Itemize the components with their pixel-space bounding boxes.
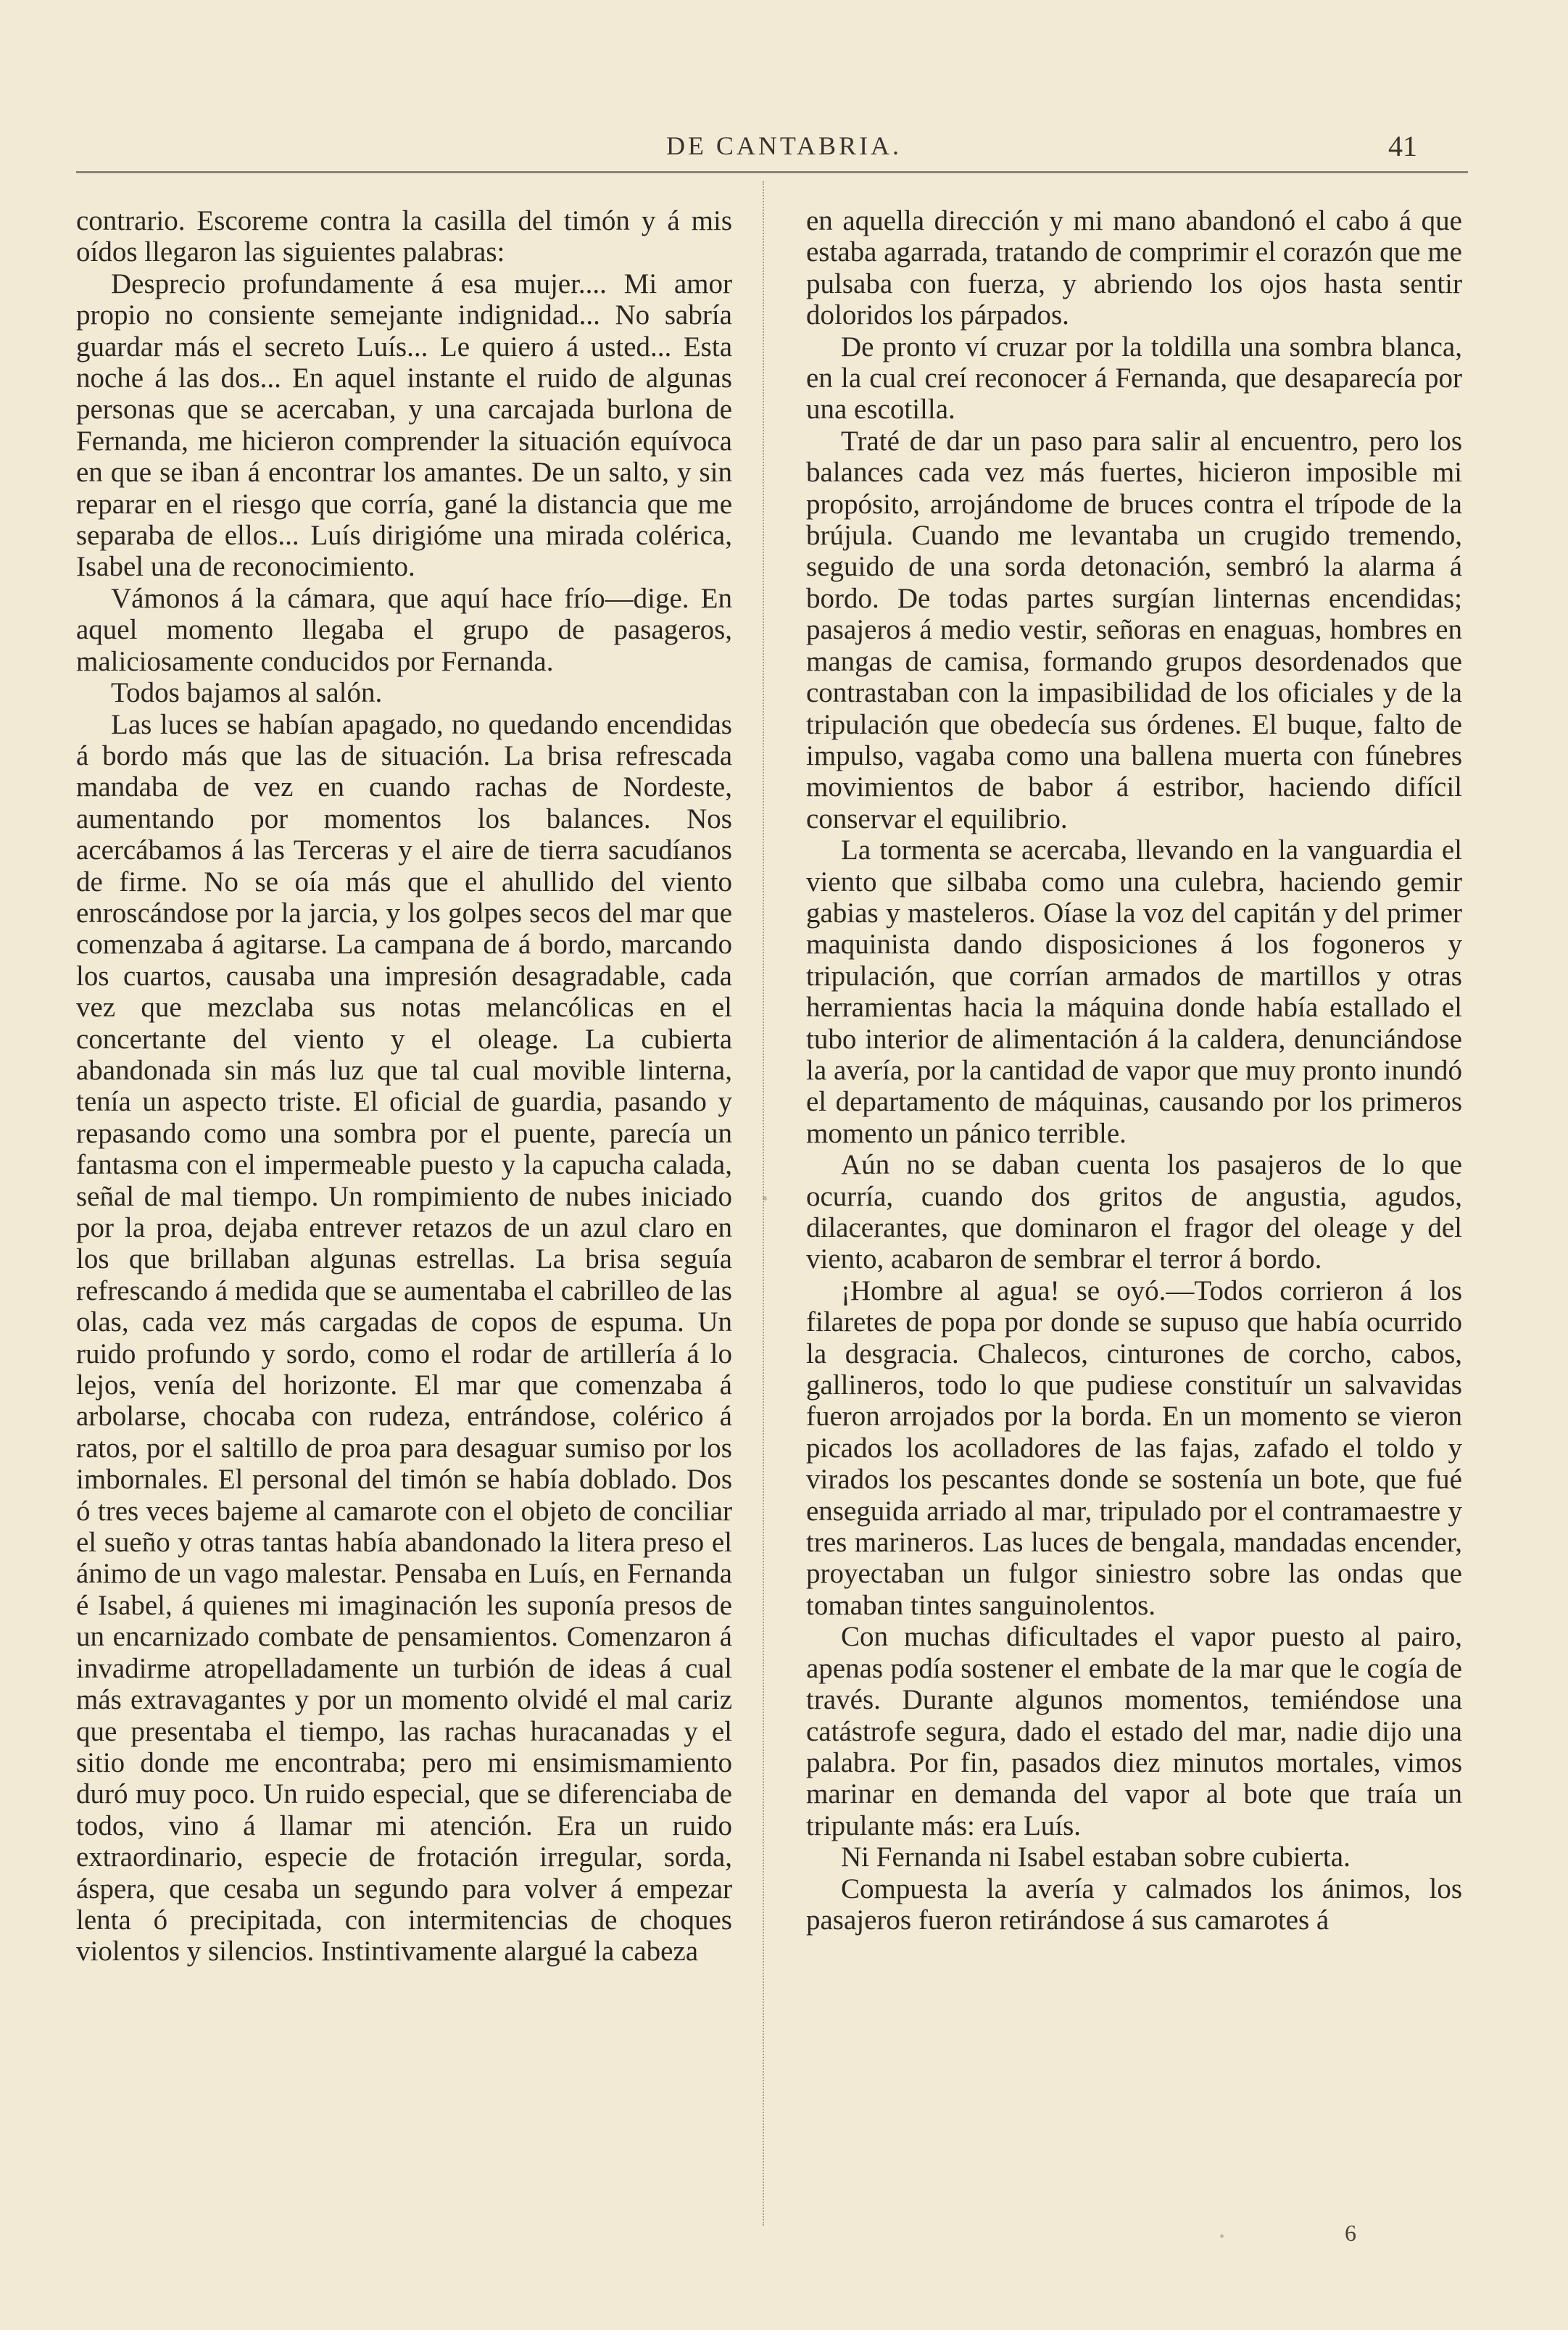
paragraph: De pronto ví cruzar por la toldilla una sombra blanca, en la cual creí reconocer á Fernanda, que desaparecía por una escotilla. <box>806 331 1462 426</box>
signature-mark: 6 <box>1345 2220 1356 2246</box>
paragraph: Todos bajamos al salón. <box>111 677 383 709</box>
left-column <box>76 205 732 1968</box>
paragraph: contrario. Escoreme contra la casilla del timón y á mis oídos llegaron las siguientes palabras: <box>76 205 732 268</box>
page-number: 41 <box>1388 130 1417 162</box>
paragraph: La tormenta se acercaba, llevando en la vanguardia el viento que silbaba como una culebra, haciendo gemir gabias y masteleros. Oíase la voz del capitán y del primer maquinista dando disposiciones á los fogoneros y tripulación, que corrían armados de martillos y otras herramientas hacia la máquina donde había estallado el tubo interior de alimentación á la caldera, denunciándose la avería, por la cantidad de vapor que muy pronto inundó el departamento de máquinas, causando por los primeros momento un pánico terrible. <box>806 834 1462 1149</box>
paragraph: Aún no se daban cuenta los pasajeros de lo que ocurría, cuando dos gritos de angustia, agudos, dilacerantes, que dominaron el fragor del oleage y del viento, acabaron de sembrar el terror á bordo. <box>806 1149 1462 1275</box>
paragraph: Compuesta la avería y calmados los ánimos, los pasajeros fueron retirándose á sus camarotes á <box>806 1873 1462 1936</box>
paragraph: Desprecio profundamente á esa mujer.... Mi amor propio no consiente semejante indignidad... No sabría guardar más el secreto Luís... Le quiero á usted... Esta noche á las dos... En aquel instante el ruido de algunas personas que se acercaban, y una carcajada burlona de Fernanda, me hicieron comprender la situación equívoca en que se iban á encontrar los amantes. De un salto, y sin reparar en el riesgo que corría, gané la distancia que me separaba de ellos... Luís dirigióme una mirada colérica, Isabel una de reconocimiento. <box>76 268 732 583</box>
paragraph: Vámonos á la cámara, que aquí hace frío—dige. En aquel momento llegaba el grupo de pasageros, maliciosamente conducidos por Fernanda. <box>76 582 732 677</box>
paragraph: Traté de dar un paso para salir al encuentro, pero los balances cada vez más fuertes, hicieron imposible mi propósito, arrojándome de bruces contra el trípode de la brújula. Cuando me levantaba un crugido tremendo, seguido de una sorda detonación, sembró la alarma á bordo. De todas partes surgían linternas encendidas; pasajeros á medio vestir, señoras en enaguas, hombres en mangas de camisa, formando grupos desordenados que contrastaban con la impasibilidad de los oficiales y de la tripulación que obedecía sus órdenes. El buque, falto de impulso, vagaba como una ballena muerta con fúnebres movimientos de babor á estribor, haciendo difícil conservar el equilibrio. <box>806 425 1462 834</box>
right-column <box>806 205 1462 1936</box>
paragraph: Ni Fernanda ni Isabel estaban sobre cubierta. <box>841 1841 1351 1873</box>
column-divider <box>763 181 764 2226</box>
header-rule <box>76 171 1468 173</box>
paragraph: Con muchas dificultades el vapor puesto al pairo, apenas podía sostener el embate de la mar que le cogía de través. Durante algunos momentos, temiéndose una catástrofe segura, dado el estado del mar, nadie dijo una palabra. Por fin, pasados diez minutos mortales, vimos marinar en demanda del vapor al bote que traía un tripulante más: era Luís. <box>806 1621 1462 1841</box>
paper-speck <box>1220 2234 1224 2238</box>
paragraph: en aquella dirección y mi mano abandonó el cabo á que estaba agarrada, tratando de comprimir el corazón que me pulsaba con fuerza, y abriendo los ojos hasta sentir doloridos los párpados. <box>806 205 1462 331</box>
running-title: DE CANTABRIA. <box>665 131 903 160</box>
paper-speck <box>763 1196 767 1201</box>
paragraph: ¡Hombre al agua! se oyó.—Todos corrieron á los filaretes de popa por donde se supuso que había ocurrido la desgracia. Chalecos, cinturones de corcho, cabos, gallineros, todo lo que pudiese constituír un salvavidas fueron arrojados por la borda. En un momento se vieron picados los acolladores de las fajas, zafado el toldo y virados los pescantes donde se sostenía un bote, que fué enseguida arriado al mar, tripulado por el contramaestre y tres marineros. Las luces de bengala, mandadas encender, proyectaban un fulgor siniestro sobre las ondas que tomaban tintes sanguinolentos. <box>806 1274 1462 1621</box>
paragraph: Las luces se habían apagado, no quedando encendidas á bordo más que las de situación. La brisa refrescada mandaba de vez en cuando rachas de Nordeste, aumentando por momentos los balances. Nos acercábamos á las Terceras y el aire de tierra sacudíanos de firme. No se oía más que el ahullido del viento enroscándose por la jarcia, y los golpes secos del mar que comenzaba á agitarse. La campana de á bordo, marcando los cuartos, causaba una impresión desagradable, cada vez que mezclaba sus notas melancólicas en el concertante del viento y el oleage. La cubierta abandonada sin más luz que tal cual movible linterna, tenía un aspecto triste. El oficial de guardia, pasando y repasando como una sombra por el puente, parecía un fantasma con el impermeable puesto y la capucha calada, señal de mal tiempo. Un rompimiento de nubes iniciado por la proa, dejaba entrever retazos de un azul claro en los que brillaban algunas estrellas. La brisa seguía refrescando á medida que se aumentaba el cabrilleo de las olas, cada vez más cargadas de copos de espuma. Un ruido profundo y sordo, como el rodar de artillería á lo lejos, venía del horizonte. El mar que comenzaba á arbolarse, chocaba con rudeza, entrándose, colérico á ratos, por el saltillo de proa para desaguar sumiso por los imbornales. El personal del timón se había doblado. Dos ó tres veces bajeme al camarote con el objeto de conciliar el sueño y otras tantas había abandonado la litera preso el ánimo de un vago malestar. Pensaba en Luís, en Fernanda é Isabel, á quienes mi imaginación les suponía presos de un encarnizado combate de pensamientos. Comenzaron á invadirme atropelladamente un turbión de ideas á cual más extravagantes y por un momento olvidé el mal cariz que presentaba el tiempo, las rachas huracanadas y el sitio donde me encontraba; pero mi ensimismamiento duró muy poco. Un ruido especial, que se diferenciaba de todos, vino á llamar mi atención. Era un ruido extraordinario, especie de frotación irregular, sorda, áspera, que cesaba un segundo para volver á empezar lenta ó precipitada, con intermitencias de choques violentos y silencios. Instintivamente alargué la cabeza <box>76 708 732 1968</box>
